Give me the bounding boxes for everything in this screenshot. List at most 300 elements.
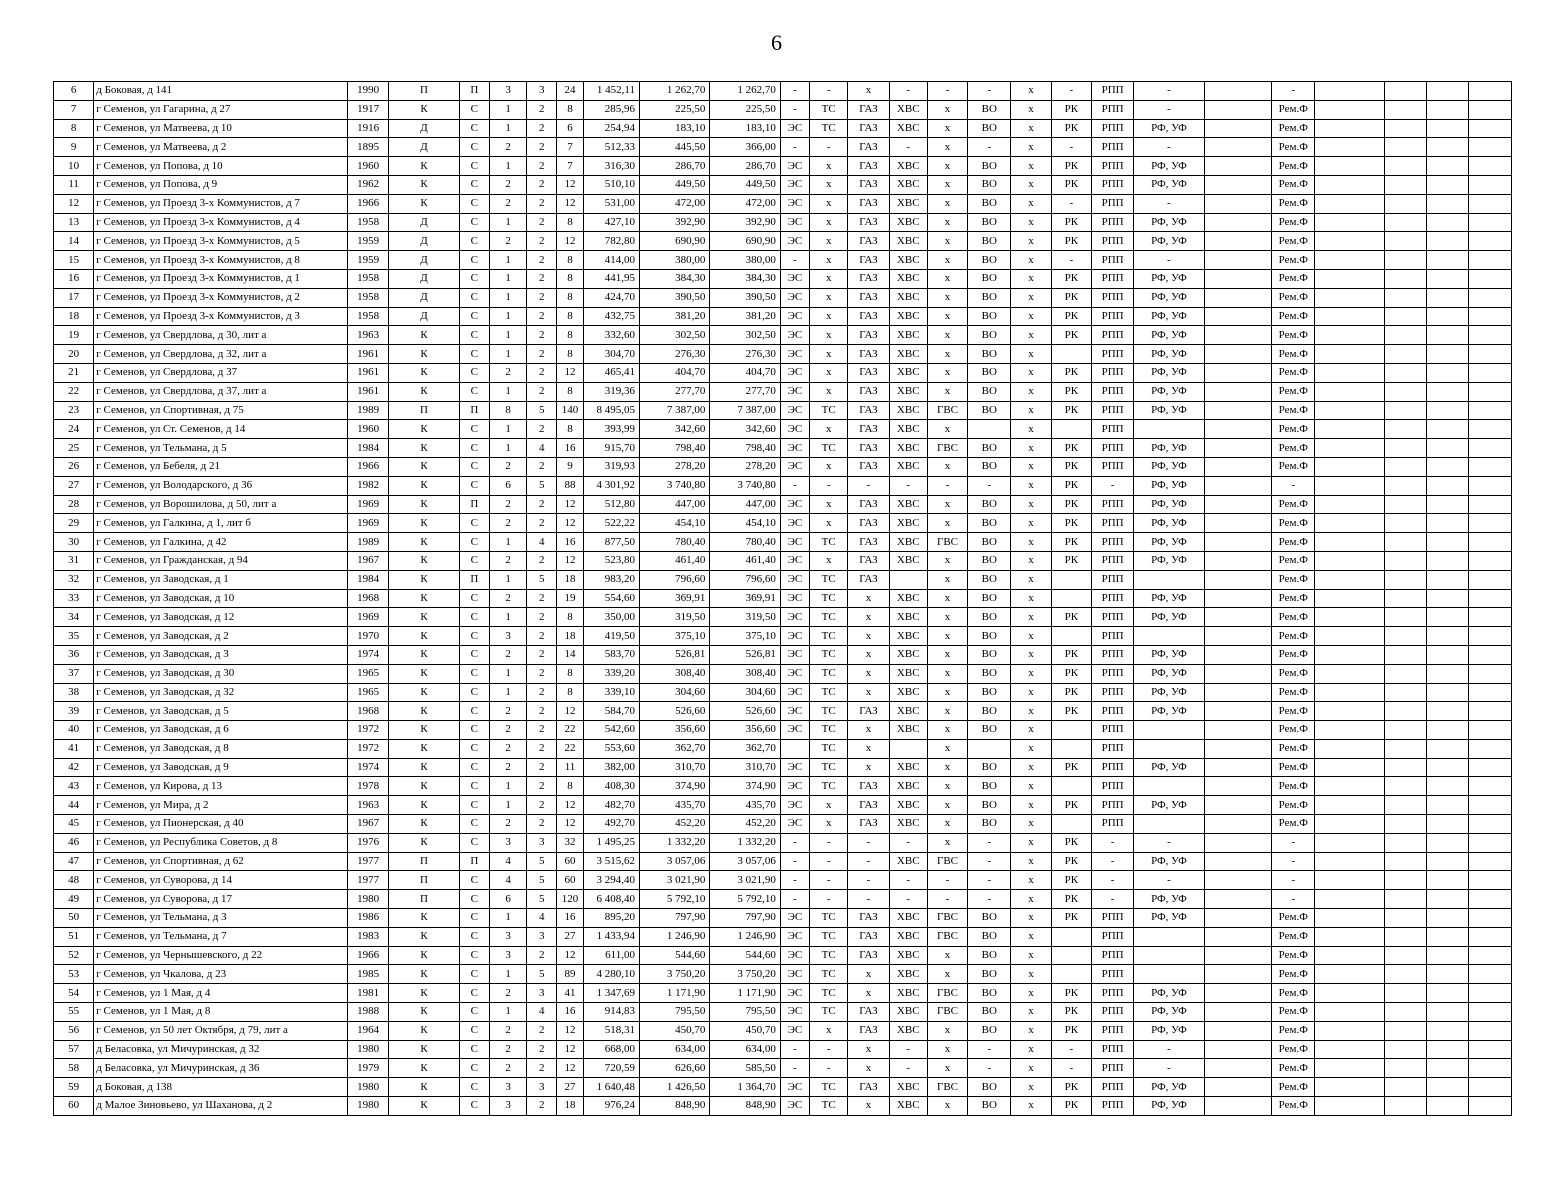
table-cell: - xyxy=(848,890,889,909)
table-cell: 5 792,10 xyxy=(710,890,780,909)
table-cell: 452,20 xyxy=(639,815,709,834)
table-cell: - xyxy=(889,476,927,495)
table-cell: 795,50 xyxy=(710,1003,780,1022)
table-cell: 1969 xyxy=(348,608,389,627)
table-cell xyxy=(1469,721,1512,740)
table-cell xyxy=(1315,852,1384,871)
table-cell: х xyxy=(927,1021,967,1040)
table-cell: г Семенов, ул Тельмана, д 3 xyxy=(94,909,348,928)
table-cell xyxy=(1204,871,1271,890)
table-cell: 465,41 xyxy=(583,363,639,382)
table-cell: 3 xyxy=(489,1097,526,1116)
table-cell: РФ, УФ xyxy=(1134,852,1204,871)
table-row xyxy=(54,157,1512,176)
table-cell: 2 xyxy=(527,758,557,777)
table-cell: 375,10 xyxy=(639,627,709,646)
table-cell: 2 xyxy=(527,1059,557,1078)
table-cell: 6 xyxy=(54,82,94,101)
table-cell: 356,60 xyxy=(639,721,709,740)
table-cell xyxy=(968,739,1011,758)
table-cell xyxy=(1384,476,1426,495)
table-cell: 14 xyxy=(557,645,583,664)
table-cell: ЭС xyxy=(780,946,809,965)
table-cell xyxy=(1204,645,1271,664)
table-cell: ХВС xyxy=(889,307,927,326)
table-cell: РПП xyxy=(1091,965,1133,984)
table-cell: 2 xyxy=(527,194,557,213)
table-cell: 1960 xyxy=(348,157,389,176)
table-cell: 12 xyxy=(557,232,583,251)
table-cell: Рем.Ф xyxy=(1272,627,1315,646)
table-cell: Рем.Ф xyxy=(1272,1078,1315,1097)
table-cell: г Семенов, ул Заводская, д 32 xyxy=(94,683,348,702)
table-cell: 350,00 xyxy=(583,608,639,627)
table-cell xyxy=(1427,721,1469,740)
table-cell: г Семенов, ул Свердлова, д 30, лит а xyxy=(94,326,348,345)
table-cell: К xyxy=(389,758,459,777)
table-cell: ВО xyxy=(968,1003,1011,1022)
table-cell: 6 408,40 xyxy=(583,890,639,909)
table-cell: ЭС xyxy=(780,439,809,458)
table-cell: 18 xyxy=(557,1097,583,1116)
table-cell: - xyxy=(780,251,809,270)
table-cell: С xyxy=(459,833,489,852)
table-cell xyxy=(1469,852,1512,871)
table-cell: х xyxy=(1011,927,1051,946)
table-cell: ХВС xyxy=(889,965,927,984)
table-cell xyxy=(1427,627,1469,646)
table-cell: 1 xyxy=(489,100,526,119)
table-cell: х xyxy=(810,213,848,232)
table-cell: 27 xyxy=(557,927,583,946)
table-cell: х xyxy=(848,683,889,702)
table-cell: г Семенов, ул Тельмана, д 7 xyxy=(94,927,348,946)
table-cell: РПП xyxy=(1091,551,1133,570)
table-cell xyxy=(1204,551,1271,570)
table-cell xyxy=(1384,401,1426,420)
table-cell: Рем.Ф xyxy=(1272,984,1315,1003)
table-row xyxy=(54,852,1512,871)
table-cell: х xyxy=(848,758,889,777)
table-cell: 4 xyxy=(489,871,526,890)
table-cell: 13 xyxy=(54,213,94,232)
table-cell xyxy=(1384,345,1426,364)
table-cell: ЭС xyxy=(780,420,809,439)
table-cell xyxy=(1315,363,1384,382)
table-cell: 1967 xyxy=(348,815,389,834)
table-cell: 461,40 xyxy=(639,551,709,570)
table-cell: Рем.Ф xyxy=(1272,119,1315,138)
table-cell xyxy=(1204,1003,1271,1022)
table-cell: х xyxy=(927,157,967,176)
table-cell xyxy=(1384,683,1426,702)
table-cell: 27 xyxy=(54,476,94,495)
table-cell: 2 xyxy=(527,1021,557,1040)
table-cell xyxy=(1204,439,1271,458)
table-cell: х xyxy=(848,627,889,646)
table-cell: 510,10 xyxy=(583,175,639,194)
table-cell: 225,50 xyxy=(710,100,780,119)
table-cell: 2 xyxy=(489,232,526,251)
table-cell: Рем.Ф xyxy=(1272,363,1315,382)
table-cell: 374,90 xyxy=(710,777,780,796)
table-cell xyxy=(1204,833,1271,852)
table-cell xyxy=(1315,721,1384,740)
table-cell: х xyxy=(1011,965,1051,984)
table-cell: 1959 xyxy=(348,232,389,251)
table-cell: 2 xyxy=(527,119,557,138)
table-cell: 668,00 xyxy=(583,1040,639,1059)
table-cell: 308,40 xyxy=(710,664,780,683)
table-cell: П xyxy=(459,401,489,420)
table-cell: 5 xyxy=(527,852,557,871)
table-cell xyxy=(1469,551,1512,570)
table-cell xyxy=(1204,82,1271,101)
table-cell: х xyxy=(1011,533,1051,552)
table-cell: 342,60 xyxy=(710,420,780,439)
table-cell: ВО xyxy=(968,495,1011,514)
table-cell xyxy=(1051,777,1091,796)
table-cell: С xyxy=(459,608,489,627)
table-cell: 1 xyxy=(489,288,526,307)
table-cell: 3 057,06 xyxy=(639,852,709,871)
table-cell: х xyxy=(1011,833,1051,852)
table-cell: 427,10 xyxy=(583,213,639,232)
table-cell: - xyxy=(780,1059,809,1078)
table-cell: - xyxy=(1134,100,1204,119)
table-cell: 392,90 xyxy=(639,213,709,232)
table-cell: 11 xyxy=(54,175,94,194)
table-cell: 1985 xyxy=(348,965,389,984)
table-cell: г Семенов, ул Заводская, д 30 xyxy=(94,664,348,683)
table-cell xyxy=(1427,533,1469,552)
table-cell: г Семенов, ул 50 лет Октября, д 79, лит а xyxy=(94,1021,348,1040)
table-cell: 441,95 xyxy=(583,269,639,288)
table-cell: К xyxy=(389,194,459,213)
table-cell: - xyxy=(1134,871,1204,890)
table-cell: х xyxy=(927,1040,967,1059)
table-cell: ГАЗ xyxy=(848,401,889,420)
table-cell: х xyxy=(927,1059,967,1078)
table-cell: х xyxy=(927,363,967,382)
table-cell: х xyxy=(927,119,967,138)
table-cell: 1 xyxy=(489,683,526,702)
table-cell: 356,60 xyxy=(710,721,780,740)
table-cell: х xyxy=(848,645,889,664)
table-cell: д Беласовка, ул Мичуринская, д 32 xyxy=(94,1040,348,1059)
table-cell: РФ, УФ xyxy=(1134,514,1204,533)
table-cell: х xyxy=(927,100,967,119)
table-cell: РК xyxy=(1051,608,1091,627)
table-cell: 1 xyxy=(489,157,526,176)
table-cell: РФ, УФ xyxy=(1134,457,1204,476)
table-cell: РФ, УФ xyxy=(1134,326,1204,345)
table-cell: - xyxy=(968,1059,1011,1078)
table-cell: РФ, УФ xyxy=(1134,439,1204,458)
table-cell xyxy=(1384,1040,1426,1059)
table-cell: Рем.Ф xyxy=(1272,683,1315,702)
table-cell: - xyxy=(780,138,809,157)
table-cell xyxy=(1427,1021,1469,1040)
table-cell: х xyxy=(810,232,848,251)
table-cell xyxy=(1315,890,1384,909)
table-cell: 2 xyxy=(527,288,557,307)
table-cell: Д xyxy=(389,232,459,251)
table-cell xyxy=(1315,739,1384,758)
table-cell: 3 xyxy=(527,984,557,1003)
table-cell: Рем.Ф xyxy=(1272,927,1315,946)
table-cell: 2 xyxy=(489,739,526,758)
table-cell: С xyxy=(459,702,489,721)
table-cell: 49 xyxy=(54,890,94,909)
table-cell: Рем.Ф xyxy=(1272,288,1315,307)
table-cell: 7 xyxy=(54,100,94,119)
table-cell: К xyxy=(389,833,459,852)
table-cell: К xyxy=(389,457,459,476)
table-cell: г Семенов, ул Матвеева, д 10 xyxy=(94,119,348,138)
table-cell xyxy=(1469,946,1512,965)
table-cell xyxy=(1204,533,1271,552)
table-cell: 2 xyxy=(527,777,557,796)
table-cell: 393,99 xyxy=(583,420,639,439)
table-cell: РПП xyxy=(1091,589,1133,608)
table-cell: 522,22 xyxy=(583,514,639,533)
table-cell xyxy=(1384,269,1426,288)
table-cell xyxy=(1427,570,1469,589)
table-cell: г Семенов, ул Спортивная, д 75 xyxy=(94,401,348,420)
table-cell: 1980 xyxy=(348,1097,389,1116)
table-cell: х xyxy=(927,664,967,683)
table-cell: ЭС xyxy=(780,570,809,589)
table-cell: х xyxy=(1011,570,1051,589)
table-cell: ВО xyxy=(968,815,1011,834)
table-cell: 1 426,50 xyxy=(639,1078,709,1097)
table-cell: РПП xyxy=(1091,758,1133,777)
table-cell: 544,60 xyxy=(710,946,780,965)
table-cell: ХВС xyxy=(889,401,927,420)
table-cell: Рем.Ф xyxy=(1272,551,1315,570)
table-cell: ГАЗ xyxy=(848,777,889,796)
table-cell: 380,00 xyxy=(639,251,709,270)
table-cell: К xyxy=(389,326,459,345)
table-cell: - xyxy=(780,100,809,119)
table-cell: ТС xyxy=(810,702,848,721)
table-cell: ГАЗ xyxy=(848,1078,889,1097)
table-cell: 1976 xyxy=(348,833,389,852)
table-cell: РПП xyxy=(1091,100,1133,119)
table-cell: ТС xyxy=(810,984,848,1003)
table-cell: 23 xyxy=(54,401,94,420)
table-cell: х xyxy=(1011,382,1051,401)
table-cell xyxy=(1469,439,1512,458)
table-cell xyxy=(1384,796,1426,815)
table-cell xyxy=(1427,514,1469,533)
table-cell xyxy=(1204,589,1271,608)
table-cell: ВО xyxy=(968,382,1011,401)
table-cell: ЭС xyxy=(780,984,809,1003)
table-cell: - xyxy=(889,1059,927,1078)
table-cell: х xyxy=(1011,345,1051,364)
table-cell xyxy=(1469,307,1512,326)
table-cell: ХВС xyxy=(889,514,927,533)
table-cell: 1 xyxy=(489,213,526,232)
table-cell: х xyxy=(1011,683,1051,702)
table-cell: 3 021,90 xyxy=(710,871,780,890)
table-cell xyxy=(1427,1059,1469,1078)
table-cell: 14 xyxy=(54,232,94,251)
table-cell: - xyxy=(1134,138,1204,157)
table-cell: РК xyxy=(1051,871,1091,890)
table-cell: г Семенов, ул Свердлова, д 37 xyxy=(94,363,348,382)
table-cell xyxy=(1469,457,1512,476)
table-cell: Рем.Ф xyxy=(1272,194,1315,213)
table-cell: д Боковая, д 138 xyxy=(94,1078,348,1097)
table-cell xyxy=(1427,702,1469,721)
table-cell: - xyxy=(848,476,889,495)
table-cell: РПП xyxy=(1091,495,1133,514)
table-cell: 12 xyxy=(54,194,94,213)
table-cell: 449,50 xyxy=(639,175,709,194)
table-cell: 2 xyxy=(489,194,526,213)
table-cell: х xyxy=(927,138,967,157)
table-cell xyxy=(1204,119,1271,138)
table-cell xyxy=(1427,1040,1469,1059)
table-cell: 544,60 xyxy=(639,946,709,965)
table-cell: - xyxy=(848,852,889,871)
table-cell: 1958 xyxy=(348,269,389,288)
table-cell: 7 387,00 xyxy=(639,401,709,420)
table-cell xyxy=(1051,815,1091,834)
table-cell: РК xyxy=(1051,232,1091,251)
table-cell xyxy=(1204,401,1271,420)
table-cell: г Семенов, ул Спортивная, д 62 xyxy=(94,852,348,871)
table-cell: х xyxy=(1011,608,1051,627)
table-cell xyxy=(1204,965,1271,984)
table-cell: 2 xyxy=(527,1040,557,1059)
table-cell: РПП xyxy=(1091,288,1133,307)
table-cell: ТС xyxy=(810,627,848,646)
table-cell: 8 495,05 xyxy=(583,401,639,420)
table-cell: РПП xyxy=(1091,363,1133,382)
table-cell xyxy=(1384,946,1426,965)
table-cell: х xyxy=(1011,363,1051,382)
table-cell: х xyxy=(927,307,967,326)
table-cell xyxy=(1384,251,1426,270)
table-cell: ТС xyxy=(810,100,848,119)
table-cell: х xyxy=(1011,495,1051,514)
table-cell: 5 xyxy=(527,401,557,420)
table-cell xyxy=(1427,1097,1469,1116)
table-cell: Д xyxy=(389,288,459,307)
table-cell: 404,70 xyxy=(710,363,780,382)
table-cell: - xyxy=(1134,1059,1204,1078)
table-cell: ХВС xyxy=(889,927,927,946)
table-cell: РФ, УФ xyxy=(1134,551,1204,570)
table-cell: К xyxy=(389,439,459,458)
table-cell: 12 xyxy=(557,194,583,213)
table-cell: 4 xyxy=(527,1003,557,1022)
table-cell: РФ, УФ xyxy=(1134,796,1204,815)
table-cell: 2 xyxy=(489,589,526,608)
table-cell: х xyxy=(1011,420,1051,439)
table-cell: ВО xyxy=(968,777,1011,796)
table-cell: г Семенов, ул Чернышевского, д 22 xyxy=(94,946,348,965)
table-cell: РПП xyxy=(1091,777,1133,796)
table-cell: х xyxy=(1011,288,1051,307)
table-cell: 302,50 xyxy=(710,326,780,345)
table-cell: 526,81 xyxy=(639,645,709,664)
table-cell: х xyxy=(810,307,848,326)
table-cell: х xyxy=(1011,213,1051,232)
table-cell: 983,20 xyxy=(583,570,639,589)
table-cell xyxy=(1469,175,1512,194)
table-cell: ХВС xyxy=(889,533,927,552)
table-cell xyxy=(1315,1078,1384,1097)
table-cell: Рем.Ф xyxy=(1272,739,1315,758)
table-cell: 2 xyxy=(527,307,557,326)
table-cell: 1966 xyxy=(348,946,389,965)
table-cell: 512,33 xyxy=(583,138,639,157)
table-cell xyxy=(1469,1040,1512,1059)
table-cell: - xyxy=(889,1040,927,1059)
table-cell: х xyxy=(1011,1078,1051,1097)
table-cell: 1989 xyxy=(348,533,389,552)
table-cell: - xyxy=(968,833,1011,852)
table-cell: ХВС xyxy=(889,269,927,288)
table-cell: 542,60 xyxy=(583,721,639,740)
table-cell: 380,00 xyxy=(710,251,780,270)
table-cell: 5 xyxy=(527,890,557,909)
table-cell: 1974 xyxy=(348,645,389,664)
table-cell: 2 xyxy=(489,457,526,476)
table-cell: 40 xyxy=(54,721,94,740)
table-cell: ВО xyxy=(968,664,1011,683)
table-cell: С xyxy=(459,251,489,270)
table-cell: С xyxy=(459,758,489,777)
table-cell: С xyxy=(459,439,489,458)
table-cell: х xyxy=(848,664,889,683)
table-cell: 1964 xyxy=(348,1021,389,1040)
table-cell: С xyxy=(459,514,489,533)
table-cell: РФ, УФ xyxy=(1134,683,1204,702)
table-cell: х xyxy=(1011,401,1051,420)
table-cell: х xyxy=(927,608,967,627)
table-cell: ВО xyxy=(968,796,1011,815)
table-cell: РПП xyxy=(1091,420,1133,439)
table-cell: РПП xyxy=(1091,683,1133,702)
table-cell: 1962 xyxy=(348,175,389,194)
table-cell: РПП xyxy=(1091,382,1133,401)
table-cell: ХВС xyxy=(889,457,927,476)
table-cell: - xyxy=(1051,82,1091,101)
table-cell: 2 xyxy=(489,138,526,157)
table-cell: 41 xyxy=(54,739,94,758)
table-cell: ГАЗ xyxy=(848,570,889,589)
table-cell xyxy=(1384,439,1426,458)
table-cell xyxy=(1384,721,1426,740)
table-cell: 1968 xyxy=(348,702,389,721)
table-cell: С xyxy=(459,1097,489,1116)
table-cell xyxy=(1469,1021,1512,1040)
table-cell xyxy=(1315,1097,1384,1116)
table-cell: П xyxy=(389,82,459,101)
table-cell: - xyxy=(810,82,848,101)
table-cell: ХВС xyxy=(889,1078,927,1097)
table-cell xyxy=(1315,533,1384,552)
table-cell: ВО xyxy=(968,551,1011,570)
table-cell: ЭС xyxy=(780,909,809,928)
table-cell: 2 xyxy=(527,175,557,194)
